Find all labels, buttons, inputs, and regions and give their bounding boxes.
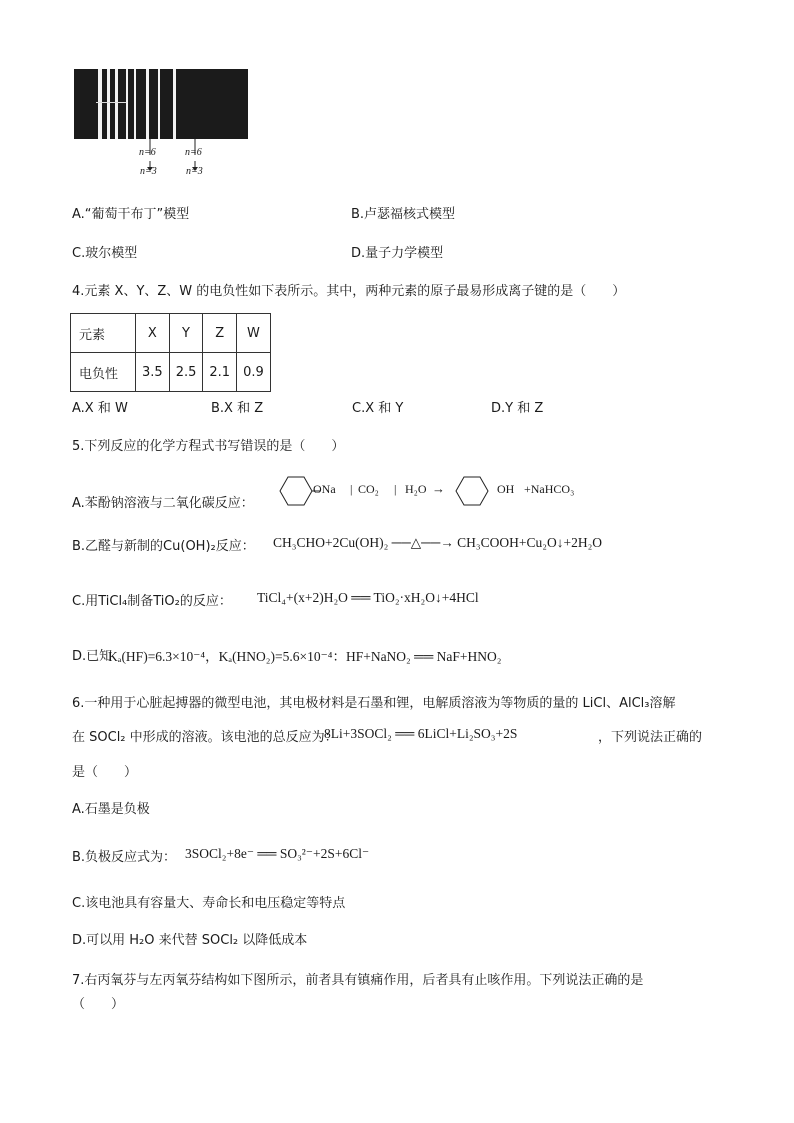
spectral-line: [115, 69, 118, 139]
spectral-line: [173, 69, 176, 139]
q5-option-d-equation: Kₐ(HF)=6.3×10⁻⁴，Kₐ(HNO₂)=5.6×10⁻⁴：HF+NaNO₂ ══ NaF+HNO₂: [108, 649, 502, 664]
q3-option-a: A.“葡萄干布丁”模型: [72, 207, 190, 222]
q4-option-a: A.X 和 W: [72, 401, 128, 416]
q3-option-d: D.量子力学模型: [351, 246, 444, 261]
electronegativity-table: [70, 313, 271, 392]
q5-option-b-equation: CH₃CHO+2Cu(OH)₂ ──△──→ CH₃COOH+Cu₂O↓+2H₂O: [273, 535, 603, 550]
spectral-line: [134, 69, 136, 139]
label-n3-left: n=3: [140, 166, 157, 177]
q6-option-c: C.该电池具有容量大、寿命长和电压稳定等特点: [72, 896, 346, 911]
q5-option-d-label: D.已知: [72, 649, 113, 664]
q5-a-h2o: H₂O: [405, 482, 427, 496]
q3-option-c: C.玻尔模型: [72, 246, 138, 261]
spectral-line: [158, 69, 160, 139]
label-n6-left: n=6: [139, 147, 156, 158]
q4-option-c: C.X 和 Y: [352, 401, 404, 416]
spectral-line: [126, 69, 128, 139]
table-header-cell: X: [136, 314, 170, 353]
table-cell: 3.5: [136, 353, 170, 392]
q4-stem: 4.元素 X、Y、Z、W 的电负性如下表所示。其中，两种元素的原子最易形成离子键的是（ ）: [72, 284, 626, 299]
table-header-cell: Y: [169, 314, 203, 353]
table-cell: 电负性: [71, 353, 136, 392]
q5-a-co2: CO₂: [358, 482, 379, 496]
q5-stem: 5.下列反应的化学方程式书写错误的是（ ）: [72, 439, 345, 454]
table-row: [71, 314, 271, 353]
spectral-line: [107, 69, 110, 139]
q7-stem-line1: 7.右丙氧芬与左丙氧芬结构如下图所示，前者具有镇痛作用，后者具有止咳作用。下列说法正确的是: [72, 973, 644, 988]
q5-option-a-label: A.苯酚钠溶液与二氧化碳反应：: [72, 496, 254, 511]
q5-option-b-label: B.乙醛与新制的Cu(OH)₂反应：: [72, 539, 255, 554]
q6-stem-line2b: ，下列说法正确的: [598, 730, 703, 745]
q5-a-oh: OH: [497, 482, 515, 496]
q6-total-reaction: 8Li+3SOCl₂ ══ 6LiCl+Li₂SO₃+2S: [324, 726, 518, 741]
q6-option-a: A.石墨是负极: [72, 802, 150, 817]
spectrum-image: [74, 69, 248, 139]
spectrum-mark: [96, 102, 126, 103]
q5-a-plus1: |: [350, 482, 353, 496]
q5-a-nahco3: +NaHCO₃: [524, 482, 575, 496]
q6-option-d: D.可以用 H₂O 来代替 SOCl₂ 以降低成本: [72, 933, 308, 948]
q3-option-b: B.卢瑟福核式模型: [351, 207, 456, 222]
label-n3-right: n=3: [186, 166, 203, 177]
table-header-cell: Z: [203, 314, 237, 353]
q4-option-d: D.Y 和 Z: [491, 401, 544, 416]
table-row: [71, 353, 271, 392]
table-cell: 2.1: [203, 353, 237, 392]
label-n6-right: n=6: [185, 147, 202, 158]
phenol-ring-icon: [450, 474, 496, 508]
q6-stem-line3: 是（ ）: [72, 765, 138, 780]
q6-option-b-label: B.负极反应式为：: [72, 850, 177, 865]
q5-option-c-equation: TiCl₄+(x+2)H₂O ══ TiO₂·xH₂O↓+4HCl: [257, 590, 479, 605]
q6-stem-line2a: 在 SOCl₂ 中形成的溶液。该电池的总反应为：: [72, 730, 338, 745]
q5-a-plus2: |: [394, 482, 397, 496]
q6-option-b-equation: 3SOCl₂+8e⁻ ══ SO₃²⁻+2S+6Cl⁻: [185, 846, 370, 861]
spectral-line: [146, 69, 149, 139]
table-cell: 2.5: [169, 353, 203, 392]
q5-a-ona: ONa: [313, 482, 336, 496]
q7-stem-line2: （ ）: [72, 997, 125, 1012]
table-header-cell: 元素: [71, 314, 136, 353]
q5-a-arrow: →: [432, 481, 445, 496]
q4-option-b: B.X 和 Z: [211, 401, 264, 416]
q6-stem-line1: 6.一种用于心脏起搏器的微型电池，其电极材料是石墨和锂，电解质溶液为等物质的量的 LiCl、AlCl₃溶解: [72, 696, 676, 711]
spectral-line: [98, 69, 102, 139]
table-cell: 0.9: [237, 353, 271, 392]
table-header-cell: W: [237, 314, 271, 353]
q5-option-c-label: C.用TiCl₄制备TiO₂的反应：: [72, 594, 232, 609]
